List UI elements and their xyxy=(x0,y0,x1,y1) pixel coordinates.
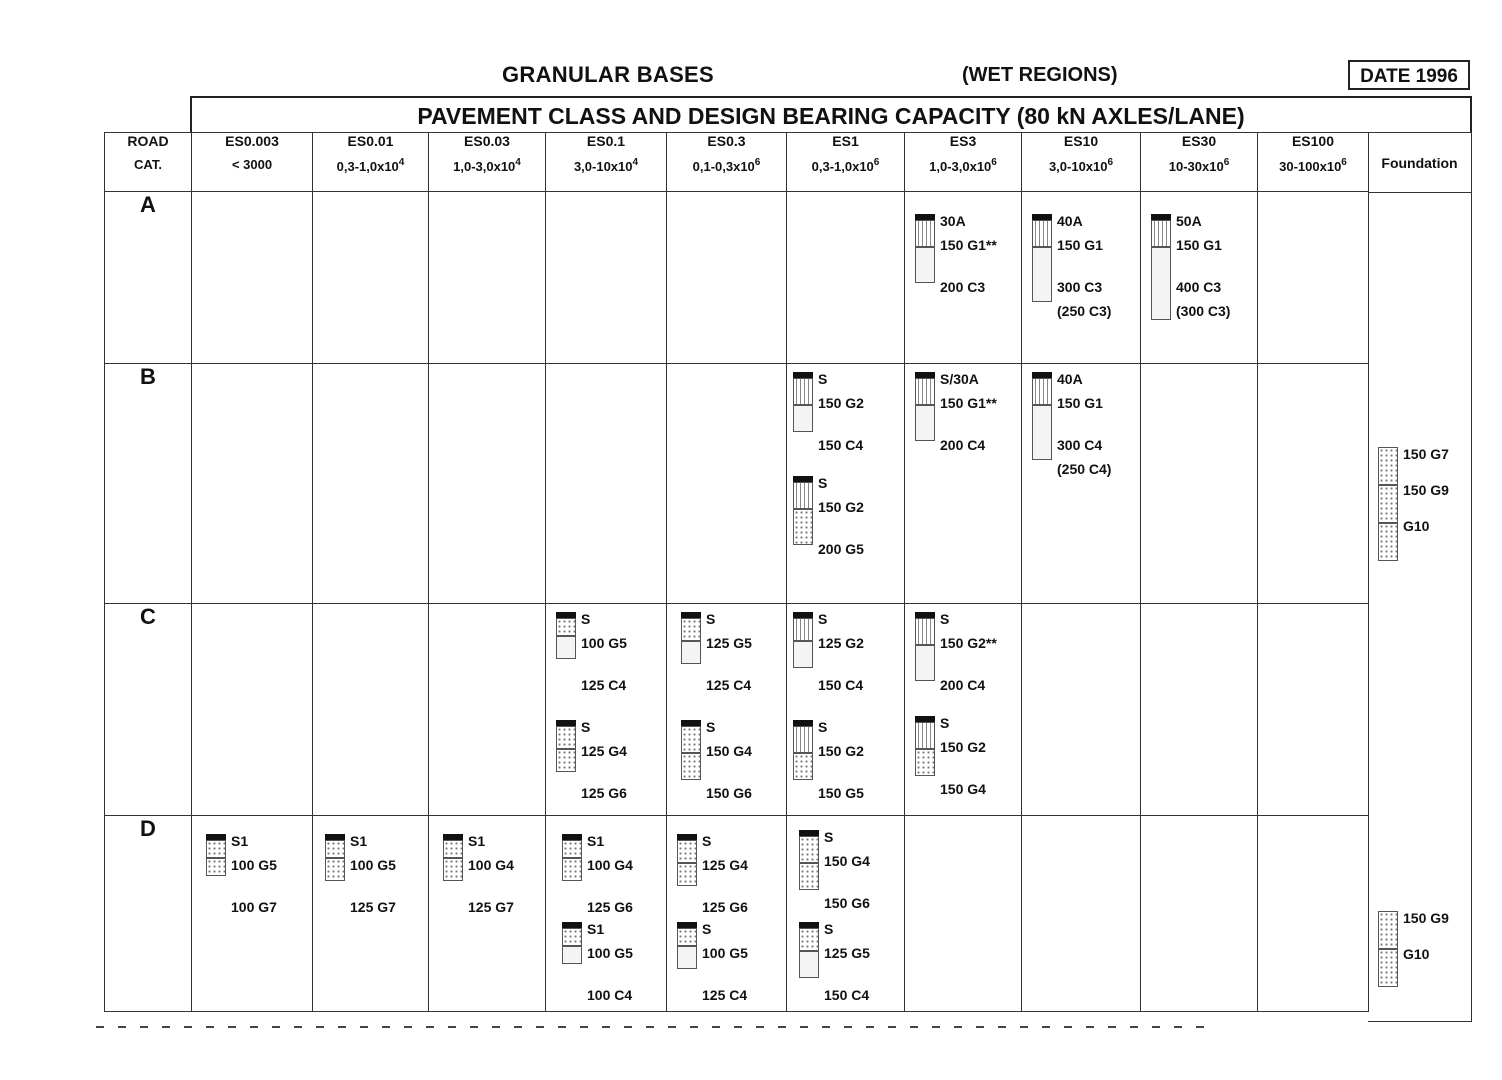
layer-column xyxy=(681,720,701,800)
pavement-layer xyxy=(915,722,935,749)
pavement-layer xyxy=(793,726,813,753)
layer-column xyxy=(793,476,813,556)
pavement-layer xyxy=(915,405,935,441)
region-label: (WET REGIONS) xyxy=(962,64,1118,86)
layer-column xyxy=(562,922,582,1002)
pavement-layer xyxy=(206,840,226,858)
pavement-layer xyxy=(793,482,813,509)
pavement-layer xyxy=(793,753,813,780)
design-option xyxy=(556,720,627,800)
design-option xyxy=(915,372,997,452)
layer-column xyxy=(799,830,819,910)
class-header: ES0.01 $0,3-1,0x10^4$ xyxy=(313,133,429,192)
pavement-layer xyxy=(793,378,813,405)
layer-labels: 150 G9 G10 xyxy=(1403,910,1449,962)
pavement-layer xyxy=(1378,447,1398,485)
class-header: ES0.3 $0,1-0,3x10^6$ xyxy=(667,133,787,192)
pavement-layer xyxy=(556,726,576,749)
design-option xyxy=(206,834,277,914)
road-category-d: D xyxy=(105,816,192,1012)
pavement-layer xyxy=(915,378,935,405)
layer-column xyxy=(681,612,701,692)
pavement-layer xyxy=(793,641,813,668)
layer-labels: S 100 G5 125 C4 xyxy=(581,611,627,693)
class-header: ES0.03 $1,0-3,0x10^4$ xyxy=(429,133,546,192)
layer-labels: S 125 G5 125 C4 xyxy=(706,611,752,693)
pavement-layer xyxy=(793,509,813,545)
layer-column xyxy=(793,612,813,692)
layer-labels: S/30A 150 G1** 200 C4 xyxy=(940,371,997,453)
layer-labels: S 150 G4 150 G6 xyxy=(706,719,752,801)
layer-column xyxy=(915,716,935,796)
design-chart xyxy=(104,96,1472,1022)
layer-labels: S1 100 G5 125 G7 xyxy=(350,833,396,915)
layer-labels: S 150 G2 200 G5 xyxy=(818,475,864,557)
design-option xyxy=(793,372,864,452)
table-title: PAVEMENT CLASS AND DESIGN BEARING CAPACITY (80 kN AXLES/LANE) xyxy=(190,96,1472,132)
design-option xyxy=(562,922,633,1002)
pavement-layer xyxy=(677,863,697,886)
road-category-b: B xyxy=(105,364,192,604)
pavement-layer xyxy=(1378,911,1398,949)
layer-labels: S 150 G2** 200 C4 xyxy=(940,611,997,693)
design-option xyxy=(325,834,396,914)
layer-labels: S 125 G4 125 G6 xyxy=(581,719,627,801)
class-header: ES0.003 < 3000 xyxy=(192,133,313,192)
design-option xyxy=(556,612,627,692)
pavement-layer xyxy=(799,951,819,978)
layer-column xyxy=(677,834,697,914)
design-option xyxy=(793,476,864,556)
class-header: ES10 $3,0-10x10^6$ xyxy=(1022,133,1141,192)
design-option xyxy=(443,834,514,914)
design-option xyxy=(793,720,864,800)
class-header: ES3 $1,0-3,0x10^6$ xyxy=(905,133,1022,192)
pavement-layer xyxy=(677,840,697,863)
layer-labels: S 150 G2 150 G4 xyxy=(940,715,986,797)
layer-column xyxy=(1032,214,1052,318)
pavement-layer xyxy=(799,836,819,863)
pavement-layer xyxy=(1151,220,1171,247)
pavement-layer xyxy=(1378,523,1398,561)
pavement-layer xyxy=(556,636,576,659)
pavement-layer xyxy=(915,618,935,645)
layer-column xyxy=(793,720,813,800)
design-option xyxy=(562,834,633,914)
layer-column xyxy=(793,372,813,452)
layer-column xyxy=(915,612,935,692)
pavement-layer xyxy=(562,858,582,881)
layer-labels: S 150 G2 150 C4 xyxy=(818,371,864,453)
footer-line xyxy=(96,1026,1216,1028)
pavement-layer xyxy=(1151,247,1171,320)
design-option xyxy=(1032,214,1111,318)
pavement-layer xyxy=(681,618,701,641)
pavement-layer xyxy=(1378,485,1398,523)
foundation-column xyxy=(1368,132,1472,1022)
layer-labels: S 150 G2 150 G5 xyxy=(818,719,864,801)
pavement-layer xyxy=(681,753,701,780)
pavement-layer xyxy=(206,858,226,876)
pavement-layer xyxy=(793,618,813,641)
layer-column xyxy=(1378,911,1398,987)
layer-column xyxy=(1378,447,1398,561)
layer-column xyxy=(677,922,697,1002)
pavement-layer xyxy=(681,726,701,753)
design-option xyxy=(799,922,870,1002)
layer-column xyxy=(562,834,582,914)
class-header: ES1 $0,3-1,0x10^6$ xyxy=(787,133,905,192)
layer-column xyxy=(1032,372,1052,476)
class-header: ES30 $10-30x10^6$ xyxy=(1141,133,1258,192)
pavement-layer xyxy=(677,928,697,946)
pavement-layer xyxy=(562,840,582,858)
design-option xyxy=(915,612,997,692)
design-option xyxy=(915,716,986,796)
layer-labels: 40A 150 G1 300 C4 (250 C4) xyxy=(1057,371,1112,477)
road-category-a: A xyxy=(105,192,192,364)
pavement-layer xyxy=(915,749,935,776)
design-table xyxy=(104,132,1369,1012)
layer-labels: S 125 G5 150 C4 xyxy=(824,921,870,1003)
layer-labels: S1 100 G4 125 G7 xyxy=(468,833,514,915)
pavement-layer xyxy=(1032,405,1052,460)
pavement-layer xyxy=(562,928,582,946)
layer-labels: S1 100 G4 125 G6 xyxy=(587,833,633,915)
pavement-layer xyxy=(1032,220,1052,247)
layer-column xyxy=(915,372,935,452)
pavement-layer xyxy=(677,946,697,969)
design-option xyxy=(799,830,870,910)
layer-labels: 30A 150 G1** 200 C3 xyxy=(940,213,997,295)
layer-labels: S1 100 G5 100 G7 xyxy=(231,833,277,915)
pavement-layer xyxy=(681,641,701,664)
design-option xyxy=(681,612,752,692)
date-box: DATE 1996 xyxy=(1348,60,1470,90)
road-category-c: C xyxy=(105,604,192,816)
road-cat-header: ROAD CAT. xyxy=(105,133,192,192)
pavement-layer xyxy=(1032,247,1052,302)
pavement-layer xyxy=(915,645,935,681)
pavement-layer xyxy=(325,840,345,858)
pavement-layer xyxy=(1378,949,1398,987)
design-option xyxy=(681,720,752,800)
layer-column xyxy=(556,720,576,800)
layer-labels: S 150 G4 150 G6 xyxy=(824,829,870,911)
layer-column xyxy=(1151,214,1171,320)
design-option xyxy=(1032,372,1111,476)
layer-column xyxy=(325,834,345,914)
layer-labels: S 125 G4 125 G6 xyxy=(702,833,748,915)
pavement-layer xyxy=(793,405,813,432)
layer-column xyxy=(206,834,226,914)
pavement-layer xyxy=(915,220,935,247)
pavement-layer xyxy=(915,247,935,283)
design-option xyxy=(677,834,748,914)
class-header: ES100 $30-100x10^6$ xyxy=(1258,133,1369,192)
pavement-layer xyxy=(556,618,576,636)
design-option xyxy=(677,922,748,1002)
foundation-option xyxy=(1378,447,1449,561)
foundation-option xyxy=(1378,911,1449,987)
pavement-layer xyxy=(1032,378,1052,405)
foundation-header: Foundation xyxy=(1368,133,1471,193)
pavement-layer xyxy=(556,749,576,772)
pavement-layer xyxy=(799,863,819,890)
layer-column xyxy=(443,834,463,914)
layer-labels: 40A 150 G1 300 C3 (250 C3) xyxy=(1057,213,1112,319)
layer-column xyxy=(915,214,935,294)
class-header: ES0.1 $3,0-10x10^4$ xyxy=(546,133,667,192)
pavement-layer xyxy=(562,946,582,964)
layer-labels: S 100 G5 125 C4 xyxy=(702,921,748,1003)
pavement-layer xyxy=(443,858,463,881)
layer-labels: S 125 G2 150 C4 xyxy=(818,611,864,693)
layer-column xyxy=(556,612,576,692)
layer-column xyxy=(799,922,819,1002)
layer-labels: 150 G7 150 G9 G10 xyxy=(1403,446,1449,534)
pavement-layer xyxy=(443,840,463,858)
pavement-layer xyxy=(325,858,345,881)
design-option xyxy=(793,612,864,692)
page-title: GRANULAR BASES xyxy=(502,62,714,87)
layer-labels: S1 100 G5 100 C4 xyxy=(587,921,633,1003)
layer-labels: 50A 150 G1 400 C3 (300 C3) xyxy=(1176,213,1231,319)
design-option xyxy=(1151,214,1230,320)
design-option xyxy=(915,214,997,294)
pavement-layer xyxy=(799,928,819,951)
